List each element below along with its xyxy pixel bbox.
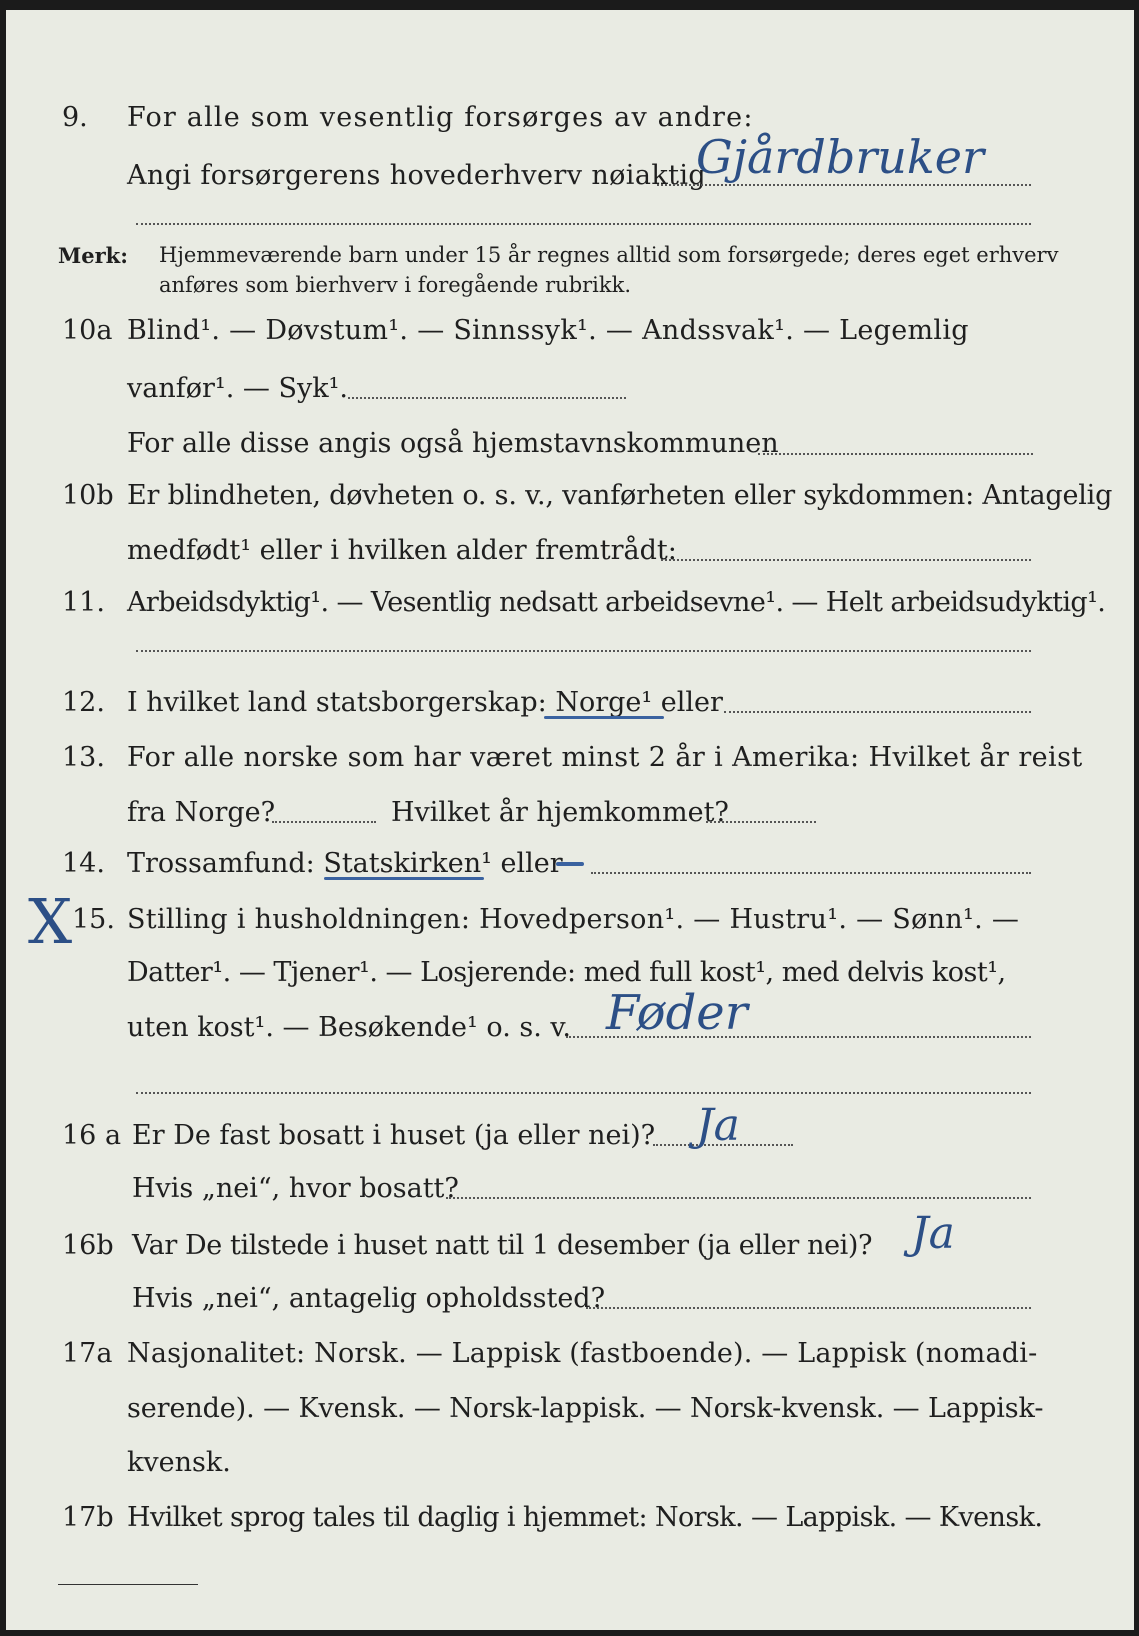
q15-margin-mark: X <box>28 885 73 958</box>
q10b-line2: medfødt¹ eller i hvilken alder fremtrådt: <box>127 535 677 566</box>
q14-text: Trossamfund: Statskirken¹ eller <box>127 848 563 879</box>
q10b-number: 10b <box>62 480 114 511</box>
q10b-line1: Er blindheten, døvheten o. s. v., vanførheten eller sykdommen: Antagelig <box>127 480 1113 511</box>
q15-answer-handwriting: Føder <box>606 985 748 1041</box>
q16a-where-line <box>446 1197 1031 1199</box>
q17b-number: 17b <box>62 1502 114 1533</box>
q15-line3: uten kost¹. — Besøkende¹ o. s. v. <box>127 1012 572 1043</box>
q17b-line1: Hvilket sprog tales til daglig i hjemmet: Norsk. — Lappisk. — Kvensk. <box>127 1502 1043 1533</box>
q13-left-line <box>272 821 376 823</box>
q9-line2: Angi forsørgerens hovederhverv nøiaktig <box>127 160 707 191</box>
q17a-line2: serende). — Kvensk. — Norsk-lappisk. — Norsk-kvensk. — Lappisk- <box>127 1393 1044 1424</box>
q10a-answer-line <box>348 397 626 399</box>
q13-line1: For alle norske som har været minst 2 år i Amerika: Hvilket år reist <box>127 742 1083 773</box>
q16a-line1: Er De fast bosatt i huset (ja eller nei)? <box>132 1120 656 1151</box>
q9-line1: For alle som vesentlig forsørges av andre: <box>127 102 754 133</box>
q14-pen-mark <box>556 862 584 866</box>
q16a-answer-handwriting: Ja <box>696 1100 740 1151</box>
q12-text: I hvilket land statsborgerskap: Norge¹ eller <box>127 687 723 718</box>
q16b-line2: Hvis „nei“, antagelig opholdssted? <box>132 1283 606 1314</box>
footnote-rule <box>58 1584 198 1585</box>
q9-answer-line <box>657 184 1031 186</box>
q11-number: 11. <box>62 587 105 618</box>
q17a-line1: Nasjonalitet: Norsk. — Lappisk (fastboende). — Lappisk (nomadi- <box>127 1338 1038 1369</box>
q15-extra-line <box>136 1092 1031 1094</box>
q11-line1: Arbeidsdyktig¹. — Vesentlig nedsatt arbeidsevne¹. — Helt arbeidsudyktig¹. <box>127 587 1106 618</box>
q11-answer-line <box>136 650 1031 652</box>
q13-number: 13. <box>62 742 105 773</box>
q15-number: 15. <box>72 904 115 935</box>
q14-answer-line <box>591 872 1031 874</box>
q16b-answer-handwriting: Ja <box>911 1208 955 1259</box>
q15-line2: Datter¹. — Tjener¹. — Losjerende: med full kost¹, med delvis kost¹, <box>127 957 1006 988</box>
note-label: Merk: <box>58 243 128 268</box>
q12-answer-line <box>724 711 1031 713</box>
q12-norge-underline <box>544 716 664 719</box>
q10a-home-line <box>758 453 1033 455</box>
q17a-number: 17a <box>62 1338 113 1369</box>
q14-number: 14. <box>62 848 105 879</box>
q16b-line1: Var De tilstede i huset natt til 1 desember (ja eller nei)? <box>132 1230 873 1261</box>
q9-number: 9. <box>62 102 88 133</box>
q10b-answer-line <box>661 559 1031 561</box>
q10a-line1: Blind¹. — Døvstum¹. — Sinnssyk¹. — Andssvak¹. — Legemlig <box>127 315 969 346</box>
q17a-line3: kvensk. <box>127 1447 231 1478</box>
q10a-line3: For alle disse angis også hjemstavnskommunen <box>127 428 779 459</box>
q10a-line2: vanfør¹. — Syk¹. <box>127 373 348 404</box>
q15-line1: Stilling i husholdningen: Hovedperson¹. — Hustru¹. — Sønn¹. — <box>127 904 1020 935</box>
q10a-number: 10a <box>62 315 113 346</box>
q13-line2b: Hvilket år hjemkommet? <box>391 797 729 828</box>
q16b-number: 16b <box>62 1230 114 1261</box>
q13-line2a: fra Norge? <box>127 797 276 828</box>
q14-statskirken-underline <box>324 877 484 880</box>
q9-extra-line <box>136 223 1031 225</box>
census-form-page <box>6 10 1134 1630</box>
q16b-where-line <box>586 1307 1031 1309</box>
q12-number: 12. <box>62 687 105 718</box>
q13-right-line <box>706 821 816 823</box>
q16a-line2: Hvis „nei“, hvor bosatt? <box>132 1173 459 1204</box>
q16a-number: 16 a <box>62 1120 122 1151</box>
q9-answer-handwriting: Gjårdbruker <box>696 130 985 184</box>
note-line1: Hjemmeværende barn under 15 år regnes alltid som forsørgede; deres eget erhverv <box>159 243 1059 267</box>
note-line2: anføres som bierhverv i foregående rubrikk. <box>159 273 632 297</box>
